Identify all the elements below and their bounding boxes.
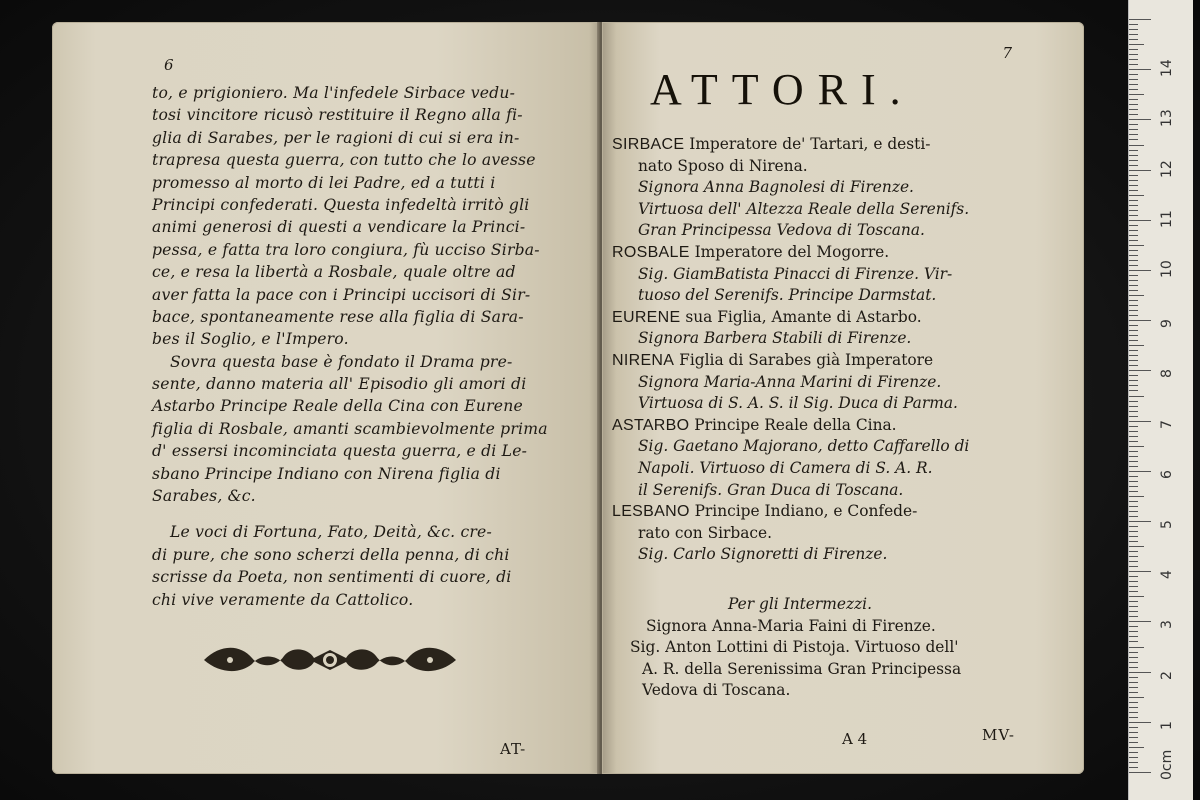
ruler-tick xyxy=(1129,647,1144,648)
left-page xyxy=(52,22,600,774)
ruler-label: 7 xyxy=(1159,419,1175,429)
ruler-tick xyxy=(1129,757,1138,758)
ruler-tick xyxy=(1129,672,1151,673)
character-name: SIRBACE xyxy=(612,136,685,153)
ruler-tick xyxy=(1129,712,1138,713)
text-line: trapresa questa guerra, con tutto che lo avesse xyxy=(152,151,536,170)
ruler-tick xyxy=(1129,300,1138,301)
ruler-tick xyxy=(1129,150,1138,151)
ruler-tick xyxy=(1129,119,1151,120)
character-role: Principe Reale della Cina. xyxy=(689,415,897,434)
page-heading: ATTORI. xyxy=(650,65,915,114)
ruler-tick xyxy=(1129,506,1138,507)
ruler-tick xyxy=(1129,491,1138,492)
ruler-label: 1 xyxy=(1159,720,1175,730)
ruler-tick xyxy=(1129,375,1138,376)
ruler-tick xyxy=(1129,390,1138,391)
text-line: d' essersi incominciata questa guerra, e di Le- xyxy=(152,442,528,461)
ruler-tick xyxy=(1129,305,1138,306)
ruler-label: 13 xyxy=(1159,109,1175,128)
ruler-tick xyxy=(1129,94,1144,95)
ruler-tick xyxy=(1129,631,1138,632)
text-line: scrisse da Poeta, non sentimenti di cuore, di xyxy=(152,568,512,587)
text-line: pessa, e fatta tra loro congiura, fù ucciso Sirba- xyxy=(152,240,540,259)
ruler-tick xyxy=(1129,109,1138,110)
ruler-tick xyxy=(1129,401,1138,402)
ruler-tick xyxy=(1129,39,1138,40)
ruler-tick xyxy=(1129,34,1138,35)
ruler-label: 14 xyxy=(1159,59,1175,78)
text-line: Astarbo Principe Reale della Cina con Eurene xyxy=(152,397,523,416)
ruler-tick xyxy=(1129,49,1138,50)
ruler-tick xyxy=(1129,682,1138,683)
ruler-tick xyxy=(1129,461,1138,462)
text-line: Le voci di Fortuna, Fato, Deità, &c. cre- xyxy=(170,523,492,542)
catchword-left: AT- xyxy=(500,740,527,758)
singer-line: Sig. Gaetano Majorano, detto Caffarello di xyxy=(638,437,970,456)
ruler-tick xyxy=(1129,702,1138,703)
singer-line: Signora Maria-Anna Marini di Firenze. xyxy=(638,372,942,391)
ruler-tick xyxy=(1129,280,1138,281)
text-line: figlia di Rosbale, amanti scambievolmente prima xyxy=(152,419,548,438)
cast-entry xyxy=(612,307,969,329)
ruler-tick xyxy=(1129,345,1144,346)
text-line: to, e prigioniero. Ma l'infedele Sirbace vedu- xyxy=(152,84,516,102)
signature-mark: A 4 xyxy=(842,730,868,748)
ruler-label: 6 xyxy=(1159,469,1175,479)
ruler-tick xyxy=(1129,591,1138,592)
ruler-tick xyxy=(1129,79,1138,80)
ruler-tick xyxy=(1129,160,1138,161)
ruler-tick xyxy=(1129,84,1138,85)
ruler-tick xyxy=(1129,335,1138,336)
ruler-tick xyxy=(1129,260,1138,261)
ruler-tick xyxy=(1129,370,1151,371)
text-line: promesso al morto di lei Padre, ed a tutti i xyxy=(152,173,496,192)
character-name: LESBANO xyxy=(612,503,690,521)
ruler-label: 10 xyxy=(1159,260,1175,278)
singer-line: Signora Barbera Stabili di Firenze. xyxy=(638,329,912,348)
ruler-tick xyxy=(1129,129,1138,130)
ruler-label: 8 xyxy=(1159,369,1175,379)
ruler-tick xyxy=(1129,481,1138,482)
ruler-tick xyxy=(1129,697,1144,698)
cast-list xyxy=(612,134,969,566)
ruler-tick xyxy=(1129,626,1138,627)
ruler-tick xyxy=(1129,104,1138,105)
text-line: aver fatta la pace con i Principi uccisori di Sir- xyxy=(152,285,531,304)
ruler-tick xyxy=(1129,124,1138,125)
character-role: Figlia di Sarabes già Imperatore xyxy=(674,350,934,369)
ruler-label: 2 xyxy=(1159,670,1175,680)
ruler-tick xyxy=(1129,385,1138,386)
ruler-label: 5 xyxy=(1159,520,1175,529)
ruler-tick xyxy=(1129,526,1138,527)
ruler-tick xyxy=(1129,616,1138,617)
ruler-tick xyxy=(1129,315,1138,316)
intermezzi-line: Sig. Anton Lottini di Pistoja. Virtuoso dell' xyxy=(630,638,959,657)
catchword-right: MV- xyxy=(982,726,1015,744)
ruler-tick xyxy=(1129,165,1138,166)
text-line: Sarabes, &c. xyxy=(152,487,256,506)
character-role: Imperatore de' Tartari, e desti- xyxy=(684,135,931,153)
ruler-tick xyxy=(1129,330,1138,331)
ruler-tick xyxy=(1129,456,1138,457)
ruler-tick xyxy=(1129,692,1138,693)
ruler-tick xyxy=(1129,54,1138,55)
ruler-tick xyxy=(1129,476,1138,477)
ruler-tick xyxy=(1129,114,1138,115)
ruler-tick xyxy=(1129,762,1138,763)
text-line: chi vive veramente da Cattolico. xyxy=(152,590,414,609)
ruler-tick xyxy=(1129,69,1151,70)
ruler-tick xyxy=(1129,571,1151,572)
character-name: ROSBALE xyxy=(612,243,690,261)
ruler-tick xyxy=(1129,636,1138,637)
intermezzi-section xyxy=(616,594,961,702)
cast-entry xyxy=(612,415,969,437)
ruler-tick xyxy=(1129,134,1138,135)
ruler-tick xyxy=(1129,185,1138,186)
text-line: Principi confederati. Questa infedeltà irritò gli xyxy=(152,195,530,214)
text-line: tosi vincitore ricusò restituire il Regno alla fi- xyxy=(152,106,523,125)
ruler-tick xyxy=(1129,350,1138,351)
ruler-tick xyxy=(1129,536,1138,537)
ruler-tick xyxy=(1129,225,1138,226)
ruler-tick xyxy=(1129,677,1138,678)
text-line: bes il Soglio, e l'Impero. xyxy=(152,330,349,349)
ruler-tick xyxy=(1129,235,1138,236)
singer-line: Napoli. Virtuoso di Camera di S. A. R. xyxy=(638,458,933,477)
ruler-tick xyxy=(1129,285,1138,286)
character-role: nato Sposo di Nirena. xyxy=(638,156,808,175)
right-page xyxy=(602,22,1084,774)
ruler-tick xyxy=(1129,310,1138,311)
ruler-tick xyxy=(1129,215,1138,216)
ruler-tick xyxy=(1129,24,1138,25)
open-book xyxy=(42,22,1092,792)
ruler-tick xyxy=(1129,290,1138,291)
ruler-tick xyxy=(1129,732,1138,733)
ruler-tick xyxy=(1129,170,1151,171)
ruler-tick xyxy=(1129,772,1151,773)
ruler-tick xyxy=(1129,29,1138,30)
ruler-tick xyxy=(1129,451,1138,452)
cast-entry xyxy=(612,350,969,372)
text-line: Sovra questa base è fondato il Drama pre- xyxy=(170,352,513,371)
ruler-tick xyxy=(1129,466,1138,467)
ruler-tick xyxy=(1129,270,1151,271)
ruler-tick xyxy=(1129,99,1138,100)
ruler-tick xyxy=(1129,145,1144,146)
ruler-tick xyxy=(1129,74,1138,75)
ruler-tick xyxy=(1129,717,1138,718)
ruler-tick xyxy=(1129,486,1138,487)
ruler-label: 9 xyxy=(1159,319,1175,329)
ruler-tick xyxy=(1129,521,1151,522)
ruler-tick xyxy=(1129,195,1144,196)
ruler-tick xyxy=(1129,89,1138,90)
ruler-tick xyxy=(1129,586,1138,587)
ruler-tick xyxy=(1129,396,1144,397)
text-line: sente, danno materia all' Episodio gli amori di xyxy=(152,375,527,394)
ruler-tick xyxy=(1129,742,1138,743)
ruler-tick xyxy=(1129,541,1138,542)
ruler-tick xyxy=(1129,611,1138,612)
ruler-tick xyxy=(1129,210,1138,211)
character-role: Principe Indiano, e Confede- xyxy=(689,502,918,521)
text-line: sbano Principe Indiano con Nirena figlia di xyxy=(152,464,501,483)
ruler-tick xyxy=(1129,355,1138,356)
ruler-tick xyxy=(1129,59,1138,60)
ruler-tick xyxy=(1129,767,1138,768)
singer-line: Sig. Carlo Signoretti di Firenze. xyxy=(638,545,888,564)
ruler-tick xyxy=(1129,139,1138,140)
ruler-tick xyxy=(1129,737,1138,738)
ruler-tick xyxy=(1129,531,1138,532)
text-line: glia di Sarabes, per le ragioni di cui si era in- xyxy=(152,128,520,147)
ruler-tick xyxy=(1129,667,1138,668)
character-role: sua Figlia, Amante di Astarbo. xyxy=(680,307,922,326)
text-line: di pure, che sono scherzi della penna, di chi xyxy=(152,545,510,564)
ruler-tick xyxy=(1129,411,1138,412)
ruler-tick xyxy=(1129,255,1138,256)
ruler-tick xyxy=(1129,190,1138,191)
ruler-tick xyxy=(1129,275,1138,276)
ruler-tick xyxy=(1129,265,1138,266)
left-text-block xyxy=(152,82,548,611)
ruler-tick xyxy=(1129,295,1144,296)
ruler-tick xyxy=(1129,707,1138,708)
intermezzi-title: Per gli Intermezzi. xyxy=(728,595,872,613)
ruler-tick xyxy=(1129,175,1138,176)
ruler-tick xyxy=(1129,44,1144,45)
ruler-tick xyxy=(1129,416,1138,417)
ruler-tick xyxy=(1129,446,1144,447)
ruler-tick xyxy=(1129,421,1151,422)
singer-line: Virtuosa dell' Altezza Reale della Serenifs. xyxy=(638,199,970,218)
ruler-tick xyxy=(1129,200,1138,201)
ruler-tick xyxy=(1129,320,1151,321)
cast-entry xyxy=(612,501,969,523)
ruler-tick xyxy=(1129,551,1138,552)
ruler-label: 11 xyxy=(1159,209,1175,228)
ruler-tick xyxy=(1129,220,1151,221)
cast-entry xyxy=(612,134,969,156)
ruler-tick xyxy=(1129,205,1138,206)
ruler-tick xyxy=(1129,576,1138,577)
intermezzi-line: A. R. della Serenissima Gran Principessa xyxy=(642,659,962,678)
ruler-tick xyxy=(1129,501,1138,502)
singer-line: Signora Anna Bagnolesi di Firenze. xyxy=(638,178,914,197)
singer-line: il Serenifs. Gran Duca di Toscana. xyxy=(638,480,904,499)
ruler-tick xyxy=(1129,606,1138,607)
ruler-tick xyxy=(1129,340,1138,341)
ruler-tick xyxy=(1129,436,1138,437)
ruler-label: 0cm xyxy=(1159,749,1175,780)
ruler-tick xyxy=(1129,752,1138,753)
measuring-ruler xyxy=(1128,0,1193,800)
text-line: ce, e resa la libertà a Rosbale, quale oltre ad xyxy=(152,263,516,282)
ruler-tick xyxy=(1129,431,1138,432)
page-number-right: 7 xyxy=(1002,44,1012,62)
ruler-tick xyxy=(1129,516,1138,517)
ruler-tick xyxy=(1129,496,1144,497)
intermezzi-line: Vedova di Toscana. xyxy=(642,681,791,700)
ruler-tick xyxy=(1129,64,1138,65)
page-number-left: 6 xyxy=(164,56,174,74)
ruler-tick xyxy=(1129,662,1138,663)
ruler-tick xyxy=(1129,325,1138,326)
ruler-tick xyxy=(1129,155,1138,156)
text-line: bace, spontaneamente rese alla figlia di Sara- xyxy=(152,307,524,326)
ruler-tick xyxy=(1129,621,1151,622)
ruler-tick xyxy=(1129,180,1138,181)
singer-line: Gran Principessa Vedova di Toscana. xyxy=(638,221,925,240)
ruler-tick xyxy=(1129,19,1151,20)
character-name: EURENE xyxy=(612,308,681,326)
ruler-tick xyxy=(1129,747,1144,748)
ruler-tick xyxy=(1129,406,1138,407)
ruler-tick xyxy=(1129,641,1138,642)
character-name: ASTARBO xyxy=(612,416,690,434)
ruler-tick xyxy=(1129,566,1138,567)
ruler-tick xyxy=(1129,596,1144,597)
singer-line: Virtuosa di S. A. S. il Sig. Duca di Parma. xyxy=(638,394,958,413)
ruler-tick xyxy=(1129,441,1138,442)
printer-ornament xyxy=(200,640,460,678)
ruler-label: 12 xyxy=(1159,159,1175,178)
ruler-tick xyxy=(1129,426,1138,427)
ruler-tick xyxy=(1129,556,1138,557)
ruler-label: 4 xyxy=(1159,570,1175,580)
ruler-tick xyxy=(1129,365,1138,366)
ruler-tick xyxy=(1129,471,1151,472)
ruler-label: 3 xyxy=(1159,620,1175,630)
ruler-tick xyxy=(1129,245,1144,246)
ruler-tick xyxy=(1129,601,1138,602)
ruler-tick xyxy=(1129,546,1144,547)
singer-line: tuoso del Serenifs. Principe Darmstat. xyxy=(638,286,937,305)
ruler-tick xyxy=(1129,360,1138,361)
intermezzi-line: Signora Anna-Maria Faini di Firenze. xyxy=(646,616,936,635)
ruler-tick xyxy=(1129,250,1138,251)
ruler-tick xyxy=(1129,652,1138,653)
ruler-tick xyxy=(1129,380,1138,381)
ruler-tick xyxy=(1129,722,1151,723)
character-role: rato con Sirbace. xyxy=(638,523,773,542)
ruler-tick xyxy=(1129,687,1138,688)
ruler-tick xyxy=(1129,511,1138,512)
cast-entry xyxy=(612,242,969,264)
ruler-tick xyxy=(1129,657,1138,658)
ruler-tick xyxy=(1129,581,1138,582)
singer-line: Sig. GiamBatista Pinacci di Firenze. Vir- xyxy=(638,264,953,283)
ruler-tick xyxy=(1129,240,1138,241)
character-name: NIRENA xyxy=(612,351,675,369)
ruler-tick xyxy=(1129,727,1138,728)
character-role: Imperatore del Mogorre. xyxy=(689,242,890,261)
ruler-tick xyxy=(1129,230,1138,231)
ruler-tick xyxy=(1129,561,1138,562)
text-line: animi generosi di questi a vendicare la Princi- xyxy=(152,218,526,237)
